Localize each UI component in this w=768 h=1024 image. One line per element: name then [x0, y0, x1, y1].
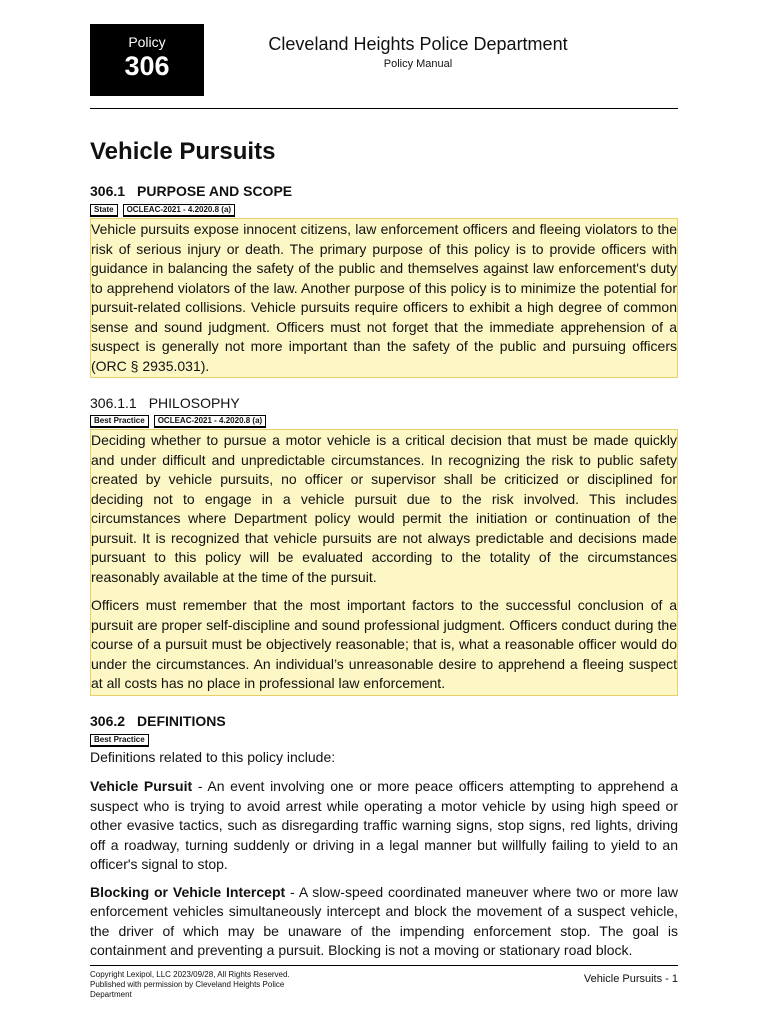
tag-ocleac: OCLEAC-2021 - 4.2020.8 (a)	[154, 415, 267, 428]
policy-label: Policy	[128, 34, 166, 50]
tag-best-practice: Best Practice	[90, 734, 149, 747]
section-heading-definitions	[90, 712, 678, 730]
policy-number-badge	[90, 24, 204, 96]
section-heading-purpose	[90, 182, 678, 200]
department-header	[204, 33, 632, 71]
section-heading-philosophy	[90, 394, 678, 412]
definition-term: Blocking or Vehicle Intercept	[90, 883, 286, 900]
section-number: 306.1	[90, 183, 126, 199]
department-name: Cleveland Heights Police Department	[268, 34, 568, 54]
definition-vehicle-pursuit	[90, 777, 678, 875]
footer-divider	[90, 965, 678, 966]
tag-row	[90, 204, 678, 217]
paragraph: Vehicle pursuits expose innocent citizens, law enforcement officers and fleeing violators to the risk of serious injury or death. The primary purpose of this policy is to provide officers with guidance in balancing the safety of the public and themselves against law enforcement's duty to apprehend violators of the law. Another purpose of this policy is to minimize the potential for pursuit-related collisions. Vehicle pursuits require officers to exhibit a high degree of common sense and sound judgment. Officers must not forget that the immediate apprehension of a suspect is generally not more important than the safety of the public and pursuing officers (ORC § 2935.031).	[91, 221, 677, 374]
page-footer-label: Vehicle Pursuits - 1	[583, 973, 678, 985]
paragraph: Deciding whether to pursue a motor vehicle is a critical decision that must be made quickly and under difficult and unpredictable circumstances. In recognizing the risk to public safety created by vehicle pursuits, no officer or supervisor shall be criticized or disciplined for deciding not to engage in a vehicle pursuit due to the risk involved. This includes circumstances where Department policy would permit the initiation or continuation of the pursuit. It is recognized that vehicle pursuits are not always predictable and decisions made pursuant to this policy will be evaluated according to the totality of the circumstances reasonably available at the time of the pursuit.	[91, 432, 677, 585]
highlighted-paragraph-philosophy	[90, 429, 678, 696]
document-body	[90, 136, 678, 961]
policy-number: 306	[124, 51, 170, 81]
paragraph: Officers must remember that the most important factors to the successful conclusion of a pursuit are proper self-discipline and sound professional judgment. Officers conduct during the course of a pursuit must be objectively reasonable; that is, what a reasonable officer would do under the circumstances. An individual’s unreasonable desire to apprehend a fleeing suspect at all costs has no place in professional law enforcement.	[91, 597, 677, 691]
section-number: 306.1.1	[90, 395, 137, 411]
definition-term: Vehicle Pursuit	[90, 778, 193, 794]
highlighted-paragraph-purpose	[90, 218, 678, 378]
manual-name: Policy Manual	[383, 58, 453, 70]
tag-best-practice: Best Practice	[90, 415, 149, 428]
section-number: 306.2	[90, 712, 126, 729]
tag-state: State	[90, 204, 118, 217]
definition-text: - A slow-speed coordinated maneuver where two or more law enforcement vehicles simultaneously intercept and block the movement of a suspect vehicle, the driver of which may be unaware of the impending enforcement stop. The goal is containment and preventing a pursuit. Blocking is not a moving or stationary road block.	[90, 883, 679, 958]
footer-copyright	[90, 970, 320, 1000]
page-title: Vehicle Pursuits	[90, 138, 276, 165]
tag-row	[90, 734, 678, 747]
copyright-text: Copyright Lexipol, LLC 2023/09/28, All Rights Reserved.	[90, 970, 290, 979]
tag-ocleac: OCLEAC-2021 - 4.2020.8 (a)	[123, 204, 236, 217]
definition-text: - An event involving one or more peace officers attempting to apprehend a suspect who is trying to avoid arrest while operating a motor vehicle by using high speed or other evasive tactics, such as disregarding traffic warning signs, stop signs, red lights, driving off a roadway, turning suddenly or driving in a legal manner but willfully failing to yield to an officer's signal to stop.	[90, 778, 679, 872]
definition-blocking	[90, 883, 678, 961]
section-title: PHILOSOPHY	[148, 395, 240, 411]
tag-row	[90, 415, 678, 428]
section-title: PURPOSE AND SCOPE	[137, 183, 293, 199]
section-title: DEFINITIONS	[137, 712, 226, 729]
permission-text: Published with permission by Cleveland Heights Police Department	[90, 980, 285, 999]
header-divider	[90, 108, 678, 109]
definitions-intro: Definitions related to this policy include:	[90, 748, 336, 765]
